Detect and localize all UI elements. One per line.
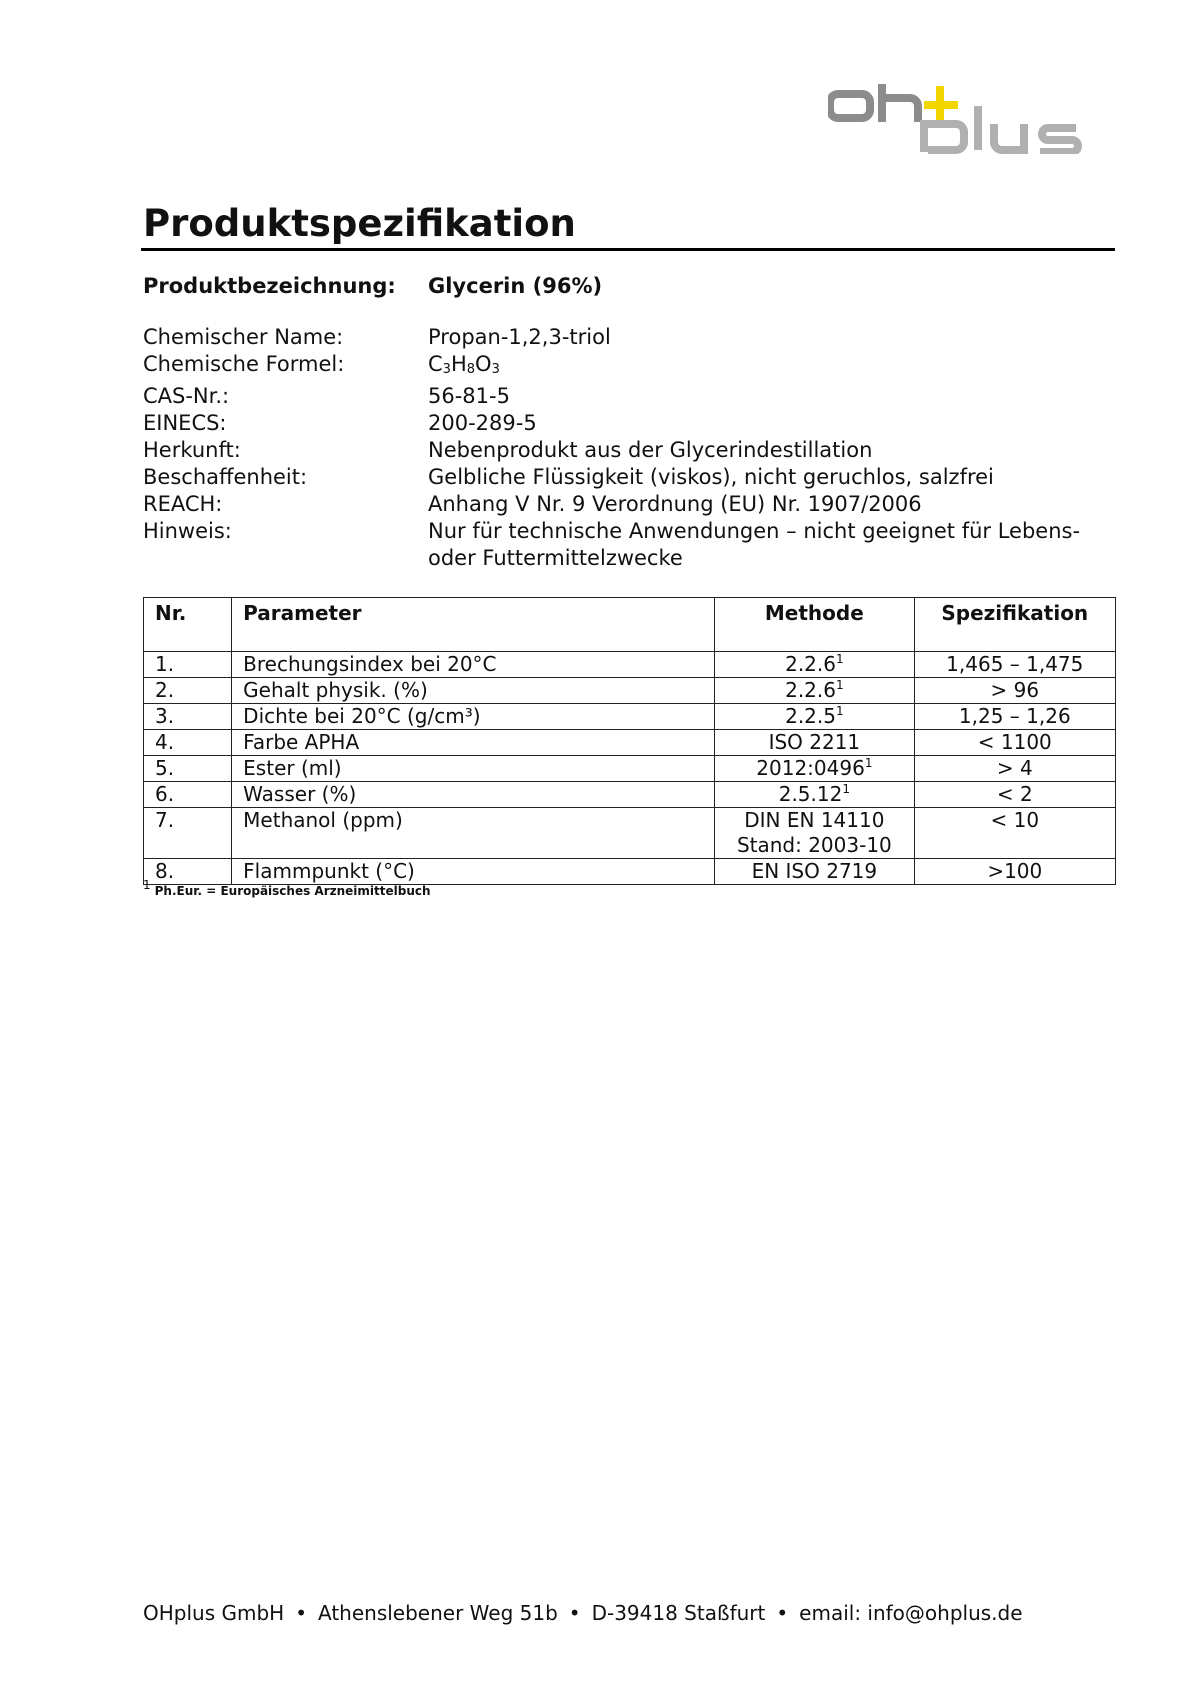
footnote-ref: 1 [835,652,844,666]
cell-methode [715,756,914,782]
cell-spezifikation: >100 [914,859,1115,885]
property-key: Beschaffenheit: [143,465,308,489]
property-row [143,464,1123,491]
property-row [143,410,1123,437]
footer-email: email: info@ohplus.de [799,1601,1023,1625]
table-row [144,652,1116,678]
cell-spezifikation: > 96 [914,678,1115,704]
methode-text: DIN EN 14110 [744,808,885,832]
cell-parameter: Brechungsindex bei 20°C [232,652,715,678]
cell-nr: 7. [144,808,232,859]
cell-methode [715,652,914,678]
table-row [144,756,1116,782]
property-key: Hinweis: [143,519,232,543]
cell-nr: 2. [144,678,232,704]
table-header-row [144,598,1116,652]
footnote-ref: 1 [864,756,873,770]
specification-table [143,597,1116,885]
property-key: Herkunft: [143,438,241,462]
formula-element: C [428,352,443,376]
property-value: 200-289-5 [428,411,537,435]
cell-nr: 4. [144,730,232,756]
property-row [143,351,1123,383]
header-spezifikation: Spezifikation [914,598,1115,652]
cell-parameter: Wasser (%) [232,782,715,808]
header-nr: Nr. [144,598,232,652]
footer-city: D-39418 Staßfurt [591,1601,766,1625]
cell-methode [715,782,914,808]
footnote-ref: 1 [835,704,844,718]
property-list [143,324,1123,572]
formula-index: 3 [491,362,500,377]
methode-text: EN ISO 2719 [751,859,878,883]
methode-text: 2.2.5 [785,704,836,728]
company-logo [828,84,1090,158]
methode-text-line2: Stand: 2003-10 [736,833,892,857]
methode-text: 2.2.6 [785,652,836,676]
cell-parameter: Flammpunkt (°C) [232,859,715,885]
page-title: Produktspezifikation [143,202,576,245]
footer-separator: • [568,1601,581,1625]
property-key: Chemische Formel: [143,352,345,376]
property-row [143,324,1123,351]
cell-methode [715,859,914,885]
title-divider [141,248,1115,251]
property-value: Nur für technische Anwendungen – nicht geeignet für Lebens- oder Futtermittelzwecke [428,519,1081,570]
property-key: Chemischer Name: [143,325,344,349]
property-key: CAS-Nr.: [143,384,230,408]
cell-methode [715,704,914,730]
table-row [144,808,1116,859]
cell-parameter: Ester (ml) [232,756,715,782]
footer-separator: • [776,1601,789,1625]
table-row [144,730,1116,756]
cell-nr: 6. [144,782,232,808]
cell-spezifikation: < 1100 [914,730,1115,756]
methode-text: ISO 2211 [768,730,861,754]
property-value: Gelbliche Flüssigkeit (viskos), nicht geruchlos, salzfrei [428,465,994,489]
methode-text: 2012:0496 [756,756,865,780]
product-label: Produktbezeichnung: [143,274,396,298]
property-value: Anhang V Nr. 9 Verordnung (EU) Nr. 1907/2006 [428,492,922,516]
property-row [143,518,1123,572]
cell-spezifikation: 1,25 – 1,26 [914,704,1115,730]
table-row [144,782,1116,808]
footer-separator: • [295,1601,307,1625]
footnote-ref: 1 [835,678,844,692]
cell-spezifikation: < 10 [914,808,1115,859]
cell-methode [715,678,914,704]
formula-index: 8 [466,362,476,377]
footer-company: OHplus GmbH [143,1601,285,1625]
header-methode: Methode [715,598,914,652]
chemical-formula [428,351,1123,383]
cell-parameter: Dichte bei 20°C (g/cm³) [232,704,715,730]
cell-parameter: Farbe APHA [232,730,715,756]
property-value: 56-81-5 [428,384,510,408]
product-value: Glycerin (96%) [428,274,603,298]
header-parameter: Parameter [232,598,715,652]
cell-parameter: Gehalt physik. (%) [232,678,715,704]
methode-text: 2.2.6 [785,678,836,702]
property-key: REACH: [143,492,223,516]
cell-nr: 1. [144,652,232,678]
cell-nr: 3. [144,704,232,730]
cell-parameter: Methanol (ppm) [232,808,715,859]
cell-nr: 8. [144,859,232,885]
methode-text: 2.5.12 [778,782,843,806]
cell-methode [715,730,914,756]
property-value: Nebenprodukt aus der Glycerindestillation [428,438,873,462]
property-row [143,491,1123,518]
page-footer [143,1600,1103,1626]
footnote-ref: 1 [842,782,850,796]
table-row [144,678,1116,704]
formula-element: O [475,352,492,376]
cell-spezifikation: 1,465 – 1,475 [914,652,1115,678]
property-row [143,383,1123,410]
footnote [143,878,431,898]
property-key: EINECS: [143,411,227,435]
cell-spezifikation: < 2 [914,782,1115,808]
formula-index: 3 [442,362,451,377]
table-row [144,704,1116,730]
footer-street: Athenslebener Weg 51b [318,1601,558,1625]
cell-spezifikation: > 4 [914,756,1115,782]
footnote-text: Ph.Eur. = Europäisches Arzneimittelbuch [154,884,431,898]
cell-methode [715,808,914,859]
formula-element: H [450,352,467,376]
footnote-number: 1 [143,878,151,892]
property-row [143,437,1123,464]
cell-nr: 5. [144,756,232,782]
property-value: Propan-1,2,3-triol [428,325,611,349]
